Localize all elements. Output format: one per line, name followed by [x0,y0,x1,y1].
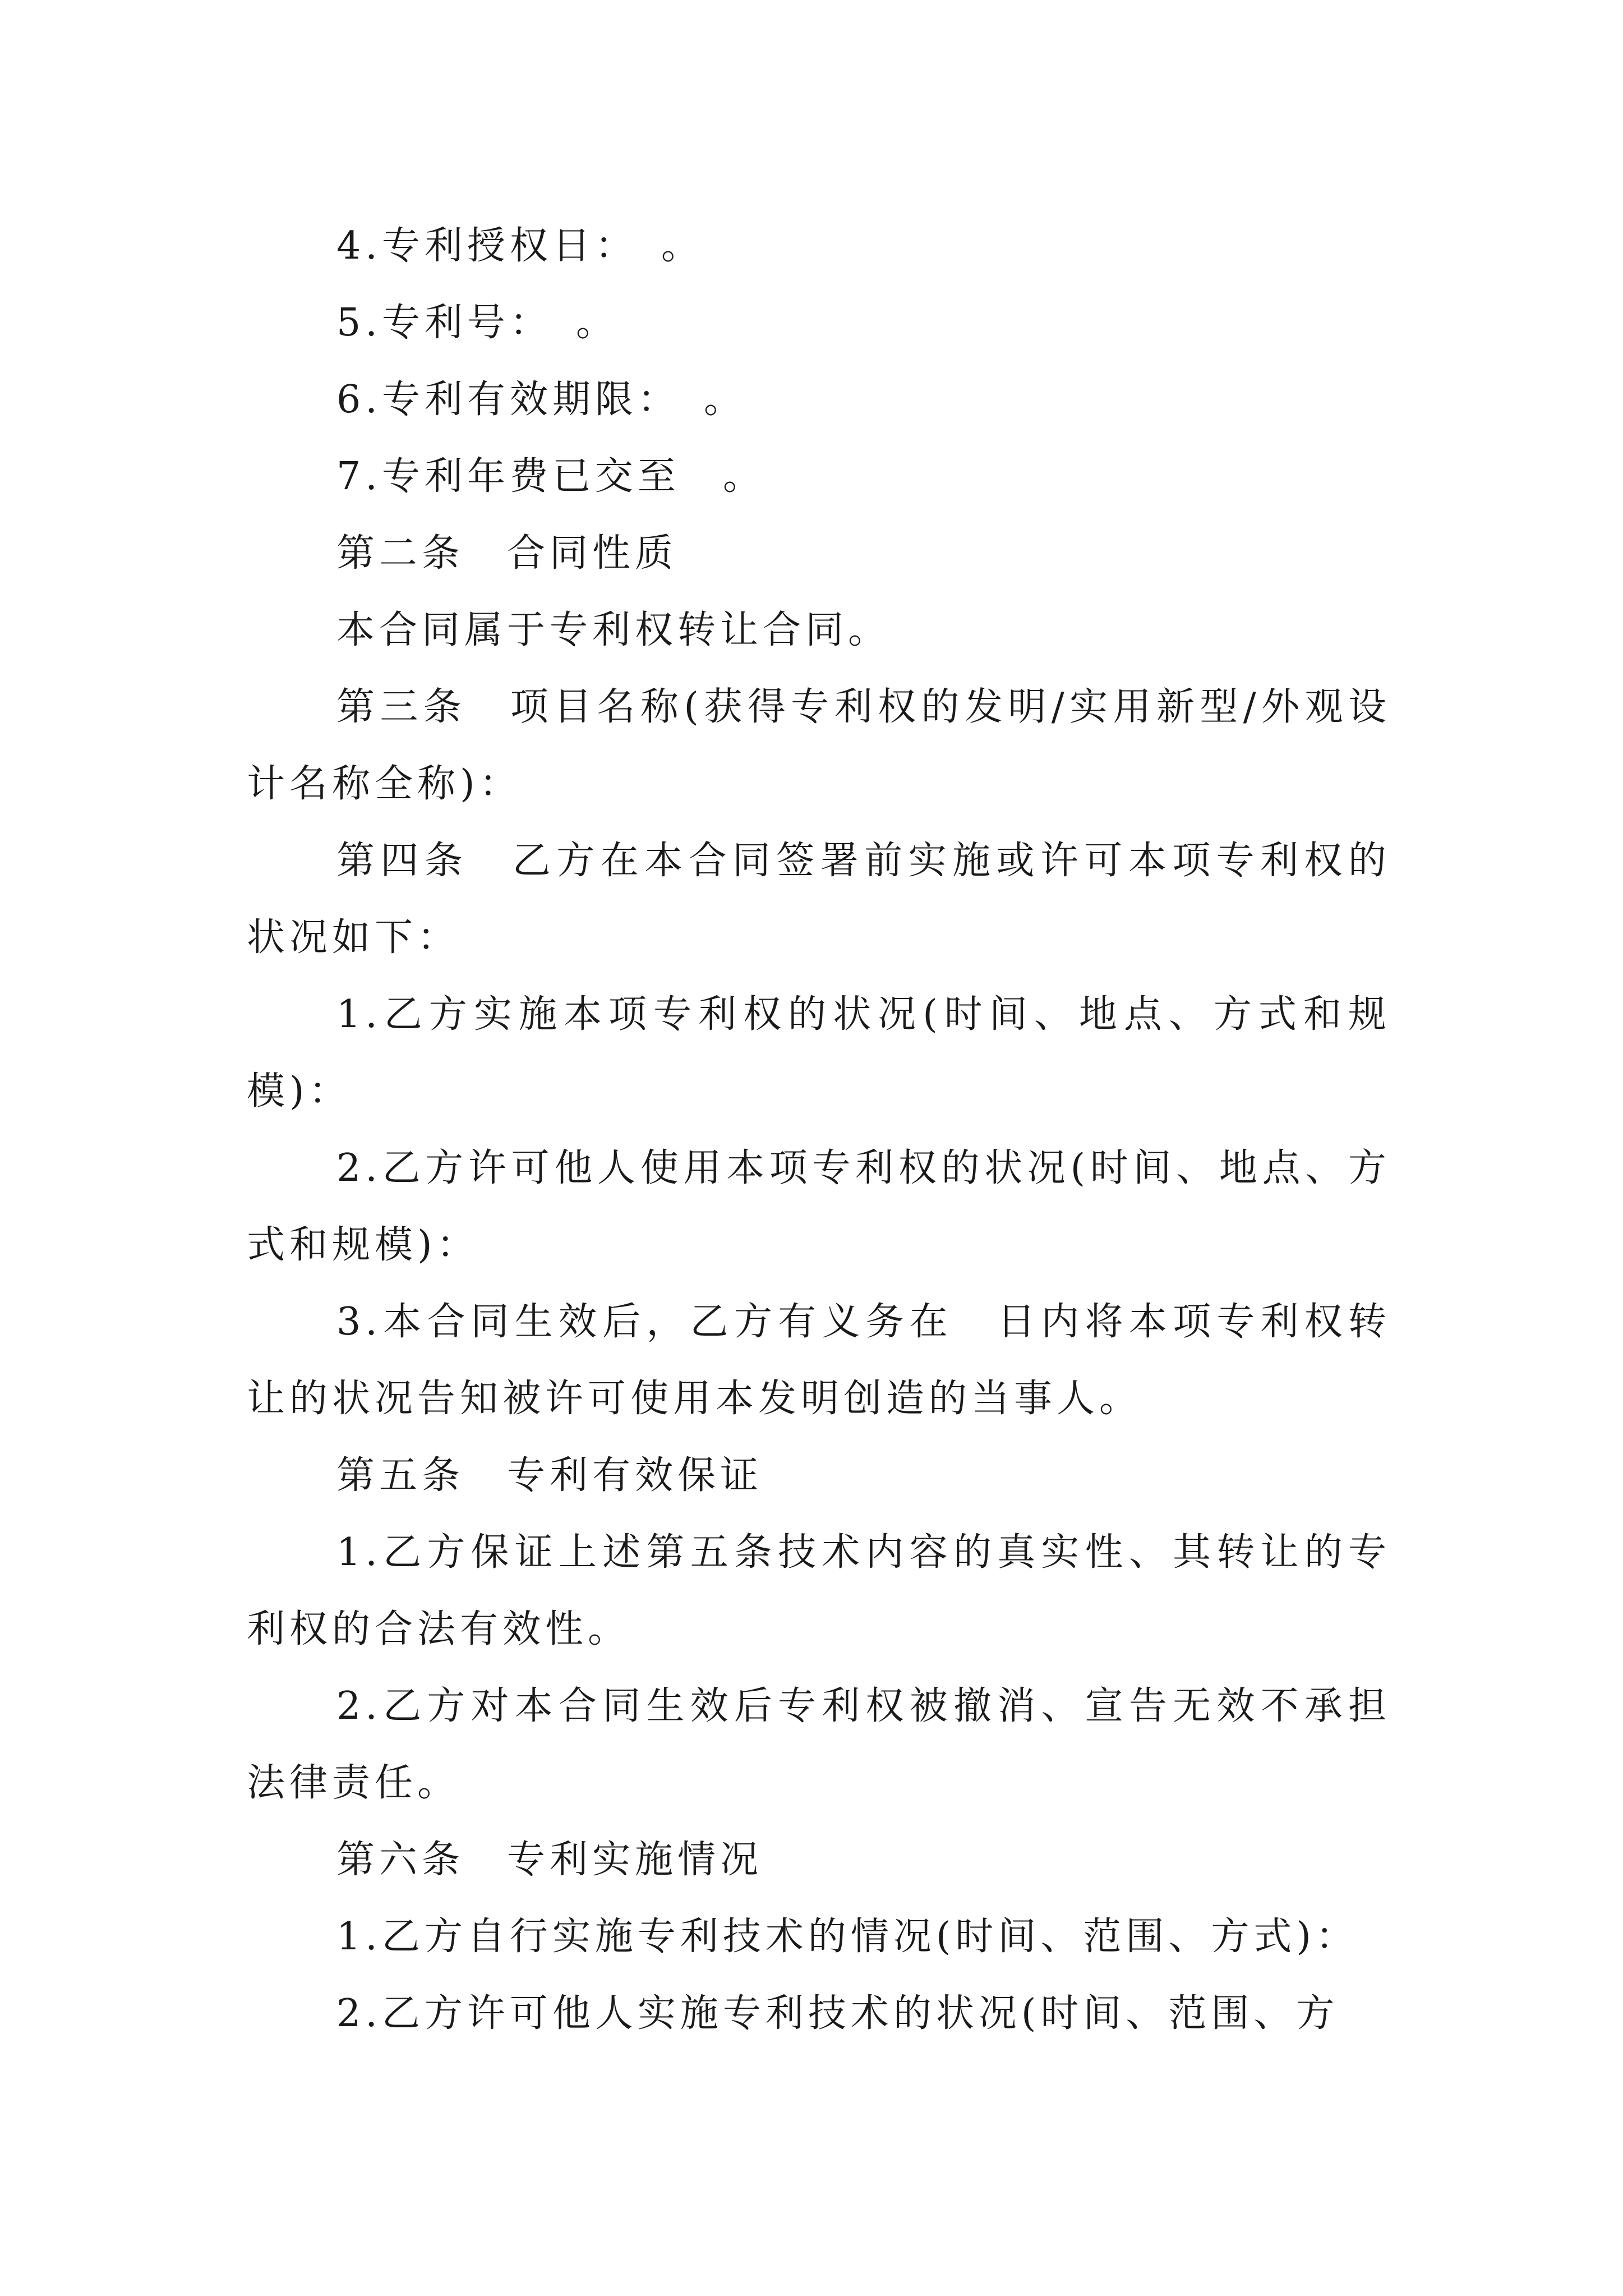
paragraph-patent-number: 5.专利号： 。 [336,301,619,345]
paragraph-self-implementation: 1.乙方自行实施专利技术的情况(时间、范围、方式)： [336,1915,1358,1959]
paragraph-annual-fee: 7.专利年费已交至 。 [336,454,766,499]
paragraph-notification-duty: 3.本合同生效后，乙方有义务在 日内将本项专利权转让的状况告知被许可使用本发明创造的当事人。 [247,1300,1391,1421]
paragraph-contract-nature: 本合同属于专利权转让合同。 [336,608,891,652]
article-4-status: 第四条 乙方在本合同签署前实施或许可本项专利权的状况如下： [247,839,1391,960]
paragraph-liability-exemption: 2.乙方对本合同生效后专利权被撤消、宣告无效不承担法律责任。 [247,1684,1391,1805]
article-3-project-name: 第三条 项目名称(获得专利权的发明/实用新型/外观设计名称全称)： [247,685,1391,806]
article-6-heading: 第六条 专利实施情况 [336,1838,763,1882]
paragraph-license-others: 2.乙方许可他人实施专利技术的状况(时间、范围、方 [336,1991,1339,2036]
article-2-heading: 第二条 合同性质 [336,531,678,576]
paragraph-licensed-use: 2.乙方许可他人使用本项专利权的状况(时间、地点、方式和规模)： [247,1146,1391,1267]
paragraph-validity-guarantee: 1.乙方保证上述第五条技术内容的真实性、其转让的专利权的合法有效性。 [247,1530,1391,1651]
document-body [247,208,1391,2052]
paragraph-grant-date: 4.专利授权日： 。 [336,224,704,268]
article-5-heading: 第五条 专利有效保证 [336,1453,763,1498]
paragraph-own-implementation: 1.乙方实施本项专利权的状况(时间、地点、方式和规模)： [247,992,1391,1114]
paragraph-validity-period: 6.专利有效期限： 。 [336,378,746,422]
